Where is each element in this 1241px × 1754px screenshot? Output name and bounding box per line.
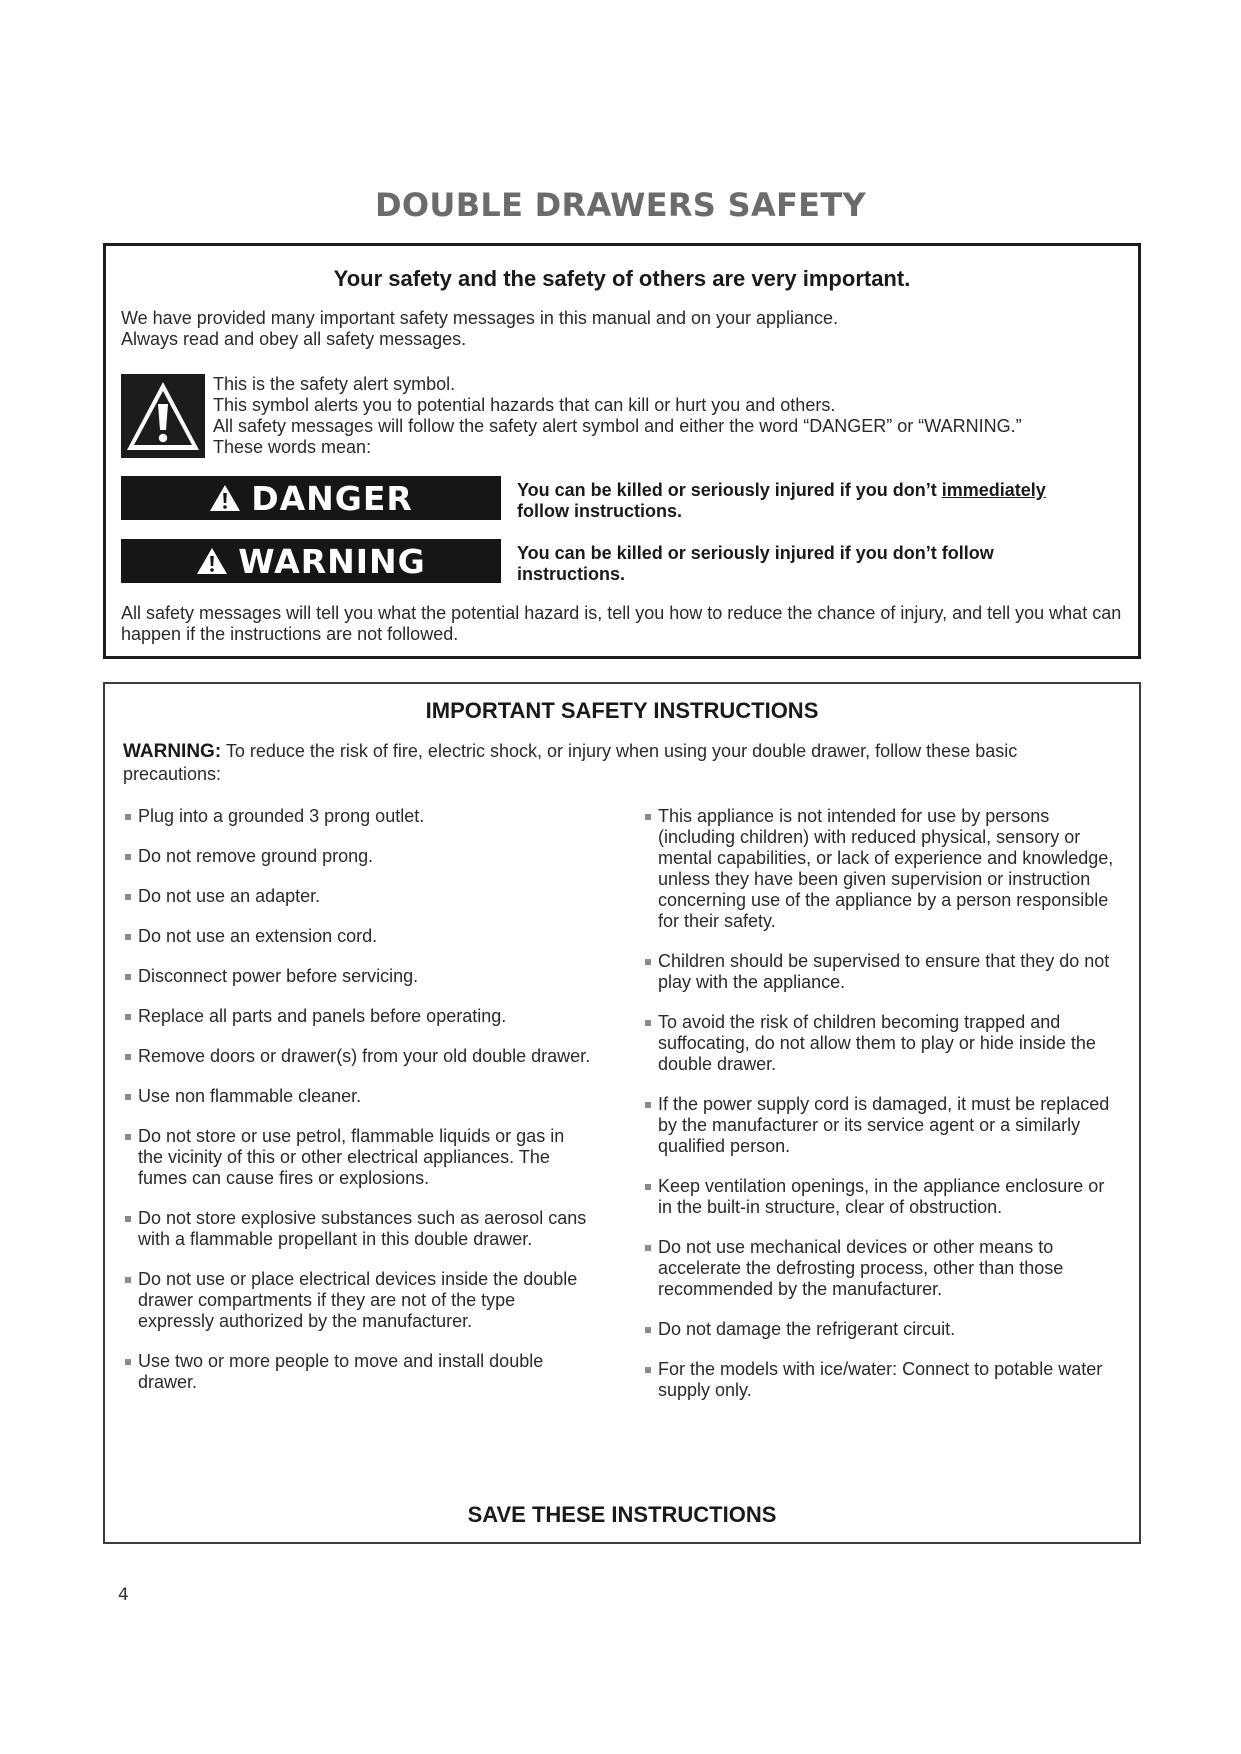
safety-alert-icon xyxy=(121,374,205,458)
page-number: 4 xyxy=(118,1585,129,1605)
danger-emphasis: immediately xyxy=(941,480,1046,500)
danger-signal-bar xyxy=(121,476,501,520)
safety-message-box xyxy=(103,243,1141,659)
danger-label: DANGER xyxy=(251,478,413,518)
list-item: Children should be supervised to ensure that they do not play with the appliance. xyxy=(643,951,1118,993)
alert-symbol-explanation xyxy=(213,374,1133,458)
alert-line: These words mean: xyxy=(213,437,372,457)
intro-line: Always read and obey all safety messages. xyxy=(121,329,467,349)
warning-label: WARNING xyxy=(238,541,426,581)
list-item: Do not use or place electrical devices inside the double drawer compartments if they are not of the type expressly authorized by the manufacturer. xyxy=(123,1269,593,1332)
list-item: Disconnect power before servicing. xyxy=(123,966,593,987)
warning-prefix: WARNING: xyxy=(123,741,222,762)
alert-line: All safety messages will follow the safety alert symbol and either the word “DANGER” or “WARNING.” xyxy=(213,416,1022,436)
list-item: To avoid the risk of children becoming trapped and suffocating, do not allow them to play or hide inside the double drawer. xyxy=(643,1012,1118,1075)
warning-paragraph-text: To reduce the risk of fire, electric shock, or injury when using your double drawer, follow these basic precautions: xyxy=(123,741,1018,784)
alert-line: This is the safety alert symbol. xyxy=(213,374,456,394)
list-item: This appliance is not intended for use by persons (including children) with reduced physical, sensory or mental capabilities, or lack of experience and knowledge, unless they have been given supervision or instruction concerning use of the appliance by a person responsible for their safety. xyxy=(643,806,1118,932)
intro-line: We have provided many important safety messages in this manual and on your appliance. xyxy=(121,308,839,328)
list-item: Plug into a grounded 3 prong outlet. xyxy=(123,806,593,827)
list-item: If the power supply cord is damaged, it must be replaced by the manufacturer or its service agent or a similarly qualified person. xyxy=(643,1094,1118,1157)
instructions-heading: IMPORTANT SAFETY INSTRUCTIONS xyxy=(425,698,819,723)
danger-text: You can be killed or seriously injured if you don’t xyxy=(517,480,942,500)
closing-text: All safety messages will tell you what the potential hazard is, tell you how to reduce the chance of injury, and tell you what can happen if the instructions are not followed. xyxy=(121,603,1122,644)
left-instructions-list xyxy=(123,806,593,1412)
alert-line: This symbol alerts you to potential hazards that can kill or hurt you and others. xyxy=(213,395,836,415)
list-item: Replace all parts and panels before operating. xyxy=(123,1006,593,1027)
list-item: Do not damage the refrigerant circuit. xyxy=(643,1319,1118,1340)
safety-box-heading: Your safety and the safety of others are very important. xyxy=(333,266,911,291)
warning-signal-bar xyxy=(121,539,501,583)
list-item: Do not use mechanical devices or other means to accelerate the defrosting process, other than those recommended by the manufacturer. xyxy=(643,1237,1118,1300)
warning-description: You can be killed or seriously injured if you don’t follow instructions. xyxy=(517,543,994,584)
warning-paragraph xyxy=(123,740,1113,786)
warning-alert-icon xyxy=(196,547,228,575)
danger-alert-icon xyxy=(209,484,241,512)
list-item: Do not use an extension cord. xyxy=(123,926,593,947)
list-item: Do not use an adapter. xyxy=(123,886,593,907)
important-instructions-box xyxy=(103,682,1141,1544)
list-item: Use two or more people to move and install double drawer. xyxy=(123,1351,593,1393)
page-title: DOUBLE DRAWERS SAFETY xyxy=(375,186,866,224)
danger-text-end: follow instructions. xyxy=(517,501,682,521)
intro-text xyxy=(121,308,1101,350)
list-item: Remove doors or drawer(s) from your old double drawer. xyxy=(123,1046,593,1067)
list-item: For the models with ice/water: Connect to potable water supply only. xyxy=(643,1359,1118,1401)
list-item: Do not store explosive substances such as aerosol cans with a flammable propellant in this double drawer. xyxy=(123,1208,593,1250)
danger-description xyxy=(517,480,1117,522)
list-item: Do not remove ground prong. xyxy=(123,846,593,867)
right-instructions-list xyxy=(643,806,1118,1420)
save-instructions-footer: SAVE THESE INSTRUCTIONS xyxy=(467,1502,777,1527)
list-item: Do not store or use petrol, flammable liquids or gas in the vicinity of this or other electrical appliances. The fumes can cause fires or explosions. xyxy=(123,1126,593,1189)
list-item: Use non flammable cleaner. xyxy=(123,1086,593,1107)
list-item: Keep ventilation openings, in the appliance enclosure or in the built-in structure, clear of obstruction. xyxy=(643,1176,1118,1218)
